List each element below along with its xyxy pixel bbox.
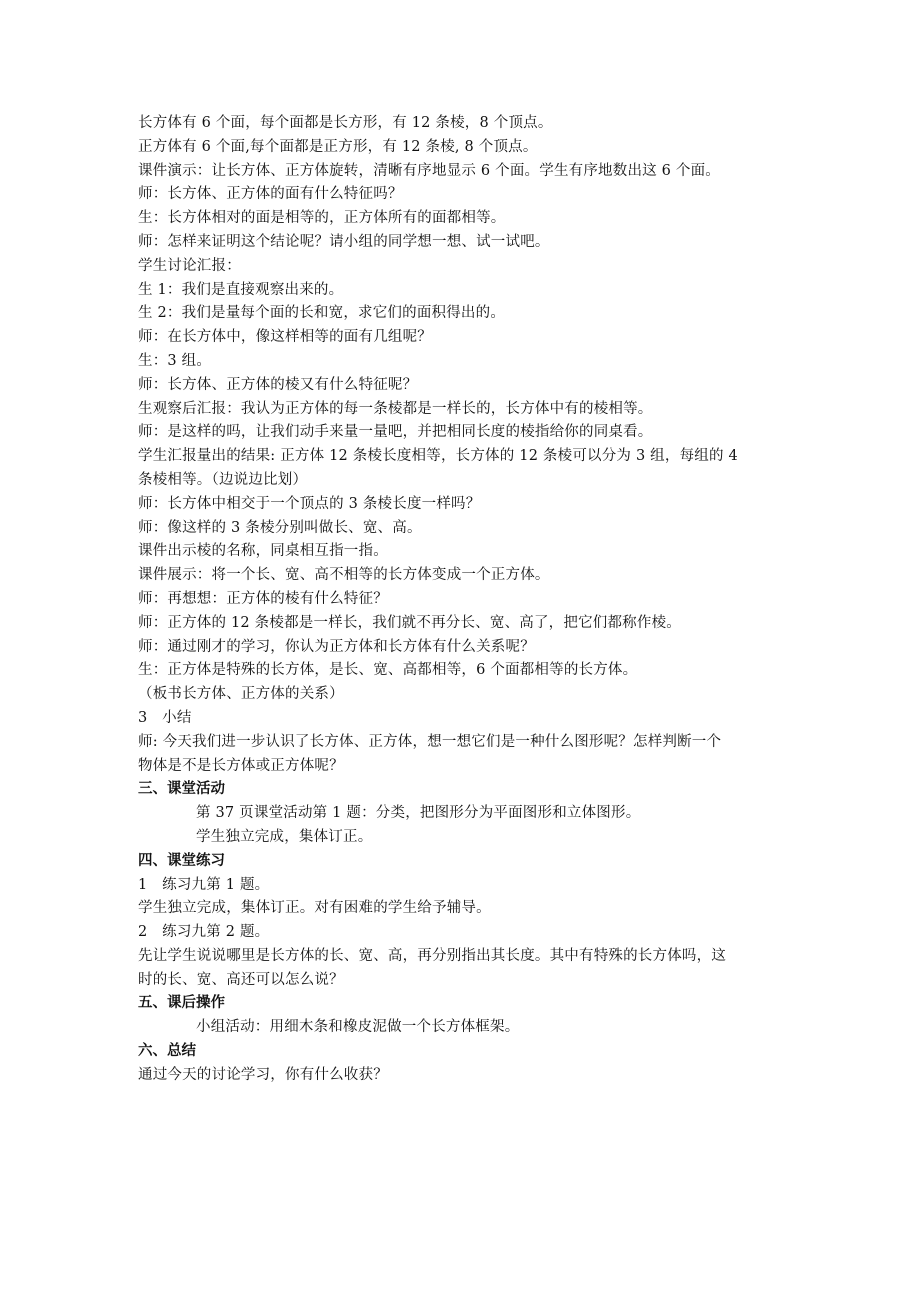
section-heading-activity: 三、课堂活动	[138, 781, 225, 798]
document-page	[138, 112, 788, 1088]
text-line: 长方体有 6 个面，每个面都是长方形，有 12 条棱，8 个顶点。	[138, 115, 553, 131]
text-line: 师：通过刚才的学习，你认为正方体和长方体有什么关系呢？	[138, 638, 535, 655]
text-line: 师：正方体的 12 条棱都是一样长，我们就不再分长、宽、高了，把它们都称作棱。	[138, 614, 681, 631]
text-line: 物体是不是长方体或正方体呢？	[138, 757, 344, 774]
text-line: 课件出示棱的名称，同桌相互指一指。	[138, 543, 388, 560]
text-line: 师：再想想：正方体的棱有什么特征？	[138, 590, 388, 607]
text-line: 第 37 页课堂活动第 1 题：分类，把图形分为平面图形和立体图形。	[196, 805, 641, 822]
text-line: 小组活动：用细木条和橡皮泥做一个长方体框架。	[196, 1019, 520, 1036]
text-line: 生观察后汇报：我认为正方体的每一条棱都是一样长的，长方体中有的棱相等。	[138, 400, 653, 417]
text-line: 师：是这样的吗，让我们动手来量一量吧，并把相同长度的棱指给你的同桌看。	[138, 424, 653, 441]
text-line: 2 练习九第 2 题。	[138, 924, 270, 941]
section-heading-summary: 六、总结	[138, 1043, 196, 1060]
text-line: 3 小结	[138, 709, 192, 726]
text-line: （板书长方体、正方体的关系）	[138, 686, 344, 703]
section-heading-after-class: 五、课后操作	[138, 995, 225, 1012]
text-line: 学生独立完成，集体订正。对有困难的学生给予辅导。	[138, 900, 491, 917]
text-line: 课件展示：将一个长、宽、高不相等的长方体变成一个正方体。	[138, 567, 550, 584]
text-line: 条棱相等。（边说边比划）	[138, 471, 308, 488]
text-line: 师：怎样来证明这个结论呢？请小组的同学想一想、试一试吧。	[138, 233, 550, 250]
section-heading-practice: 四、课堂练习	[138, 852, 225, 869]
text-line: 通过今天的讨论学习，你有什么收获？	[138, 1066, 388, 1083]
text-line: 课件演示：让长方体、正方体旋转，清晰有序地显示 6 个面。学生有序地数出这 6 个面。	[138, 162, 720, 179]
text-line: 先让学生说说哪里是长方体的长、宽、高，再分别指出其长度。其中有特殊的长方体吗，这	[138, 947, 726, 964]
text-line: 生 1：我们是直接观察出来的。	[138, 281, 344, 298]
text-line: 正方体有 6 个面,每个面都是正方形，有 12 条棱, 8 个顶点。	[138, 138, 538, 155]
text-line: 师：在长方体中，像这样相等的面有几组呢？	[138, 329, 432, 346]
text-line: 师：长方体、正方体的棱又有什么特征呢？	[138, 376, 418, 393]
text-line: 时的长、宽、高还可以怎么说？	[138, 971, 344, 988]
text-line: 师：像这样的 3 条棱分别叫做长、宽、高。	[138, 519, 422, 536]
text-line: 师：长方体中相交于一个顶点的 3 条棱长度一样吗？	[138, 495, 481, 512]
text-line: 师：长方体、正方体的面有什么特征吗？	[138, 186, 403, 203]
text-line: 学生讨论汇报：	[138, 257, 241, 274]
text-line: 生：正方体是特殊的长方体，是长、宽、高都相等，6 个面都相等的长方体。	[138, 662, 638, 679]
text-line: 学生独立完成，集体订正。	[196, 828, 373, 845]
text-line: 生 2：我们是量每个面的长和宽，求它们的面积得出的。	[138, 305, 506, 322]
text-line: 生：长方体相对的面是相等的，正方体所有的面都相等。	[138, 210, 506, 227]
text-line: 学生汇报量出的结果: 正方体 12 条棱长度相等，长方体的 12 条棱可以分为 3 组，每组的 4	[138, 448, 738, 465]
text-line: 1 练习九第 1 题。	[138, 876, 270, 893]
text-line: 生：3 组。	[138, 352, 212, 369]
text-line: 师: 今天我们进一步认识了长方体、正方体，想一想它们是一种什么图形呢？怎样判断一个	[138, 733, 722, 750]
